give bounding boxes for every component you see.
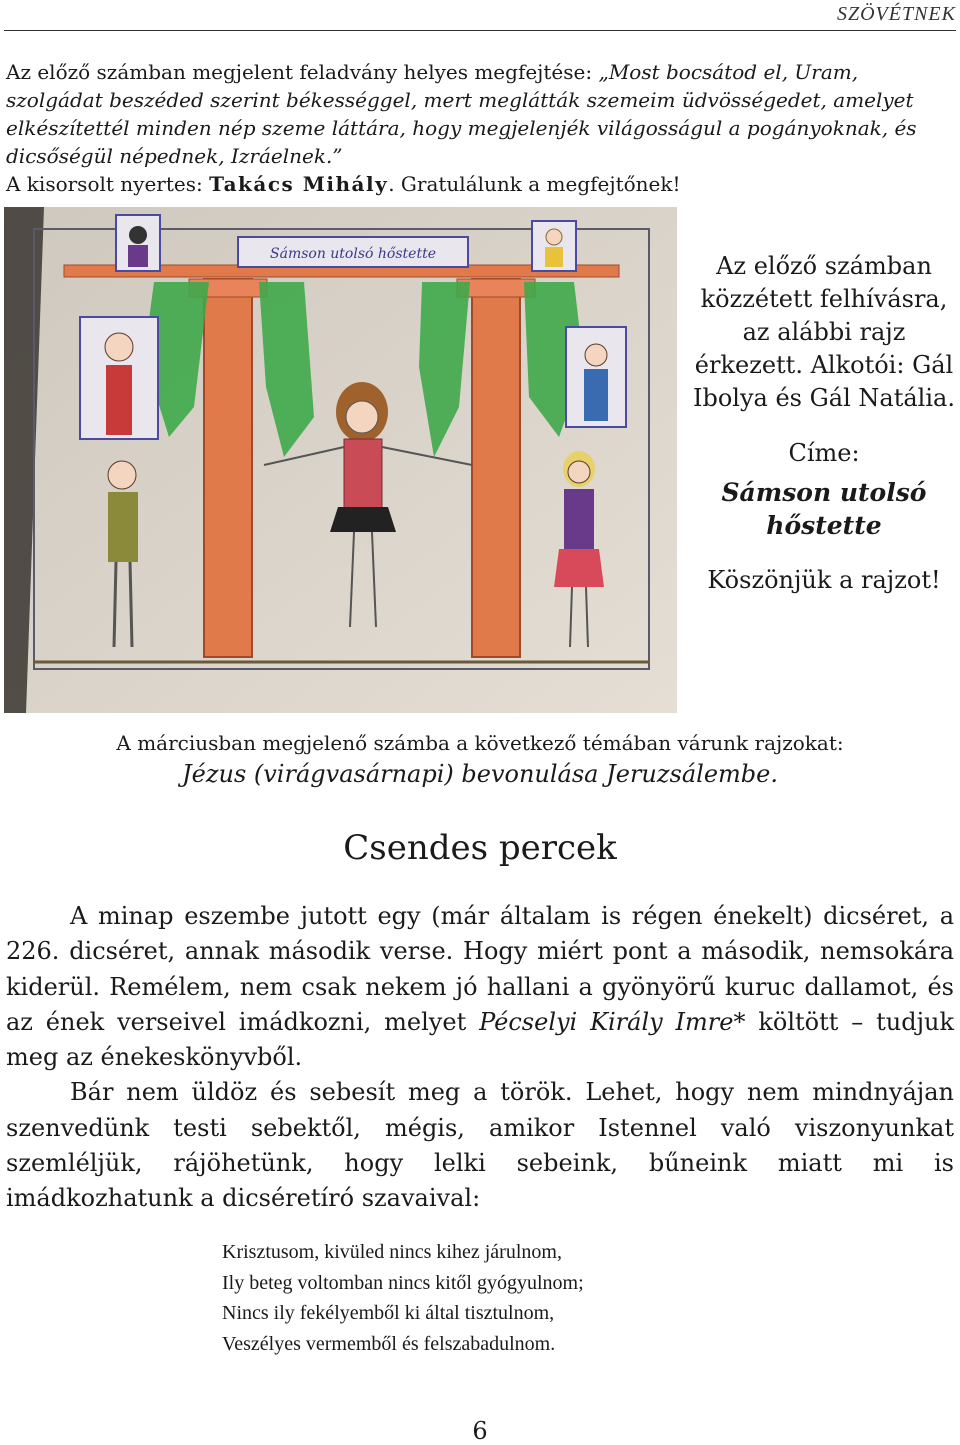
previous-solution bbox=[6, 58, 956, 198]
drawing-title: Sámson utolsó hőstette bbox=[721, 478, 927, 540]
p1-text-b: * költött – tudjuk meg az énekeskönyvből. bbox=[6, 1007, 955, 1072]
portrait-mid-right bbox=[566, 327, 626, 427]
p1-text-a: A minap eszembe jutott egy (már általam is régen énekelt) dicséret, a 226. dicséret, annak második verse. Hogy miért pont a második, nemsokára kiderül. Remélem, nem csak nekem jó hallani a gyönyörű kuruc dallamot, és az ének verseivel imádkozni, melyet bbox=[6, 902, 954, 1036]
poem-line: Nincs ily fekélyemből ki által tisztulnom, bbox=[222, 1302, 555, 1324]
call-for-drawings: A márciusban megjelenő számba a következő témában várunk rajzokat: bbox=[116, 731, 844, 755]
paragraph-1 bbox=[6, 899, 954, 1075]
portrait-top-right bbox=[532, 221, 576, 271]
solution-quote: „Most bocsátod el, Uram, szolgádat beszéded szerint békességgel, mert meglátták szemeim üdvösségedet, amelyet elkészítettél minden nép szeme láttára, hogy megjelenjék világosságul a pogányoknak, és dicsőségül népednek, Izráelnek.” bbox=[6, 60, 917, 168]
banner-text: Sámson utolsó hőstette bbox=[270, 246, 436, 262]
paragraph-2: Bár nem üldöz és sebesít meg a török. Lehet, hogy nem mindnyájan szenvedünk testi sebektől, mégis, amikor Istennel való viszonyunkat szemléljük, rájöhetünk, hogy lelki sebeink, bűneink miatt mi is imádkozhatunk a dicséretíró szavaival: bbox=[6, 1078, 954, 1213]
next-theme: Jézus (virágvasárnapi) bevonulása Jeruzsálembe. bbox=[182, 760, 778, 788]
poem-line: Krisztusom, kivüled nincs kihez járulnom, bbox=[222, 1241, 562, 1263]
poem-line: Veszélyes vermemből és felszabadulnom. bbox=[222, 1332, 556, 1355]
left-pillar bbox=[204, 279, 252, 657]
article-body bbox=[6, 899, 954, 1217]
running-header: SZÖVÉTNEK bbox=[836, 3, 956, 25]
thanks-text: Köszönjük a rajzot! bbox=[707, 566, 941, 594]
poem-verse bbox=[222, 1237, 584, 1359]
page-number: 6 bbox=[472, 1417, 488, 1445]
caption-text: Az előző számban közzétett felhívásra, az alábbi rajz érkezett. Alkotói: Gál Ibolya és Gál Natália. bbox=[693, 252, 955, 412]
portrait-mid-left bbox=[80, 317, 158, 439]
p1-author: Pécselyi Király Imre bbox=[479, 1007, 734, 1036]
right-pillar bbox=[472, 279, 520, 657]
portrait-top-left bbox=[116, 215, 160, 271]
winner-name: Takács Mihály bbox=[209, 172, 389, 196]
header-rule bbox=[4, 30, 956, 31]
children-drawing bbox=[4, 207, 677, 713]
title-label: Címe: bbox=[788, 439, 860, 467]
winner-suffix: . Gratulálunk a megfejtőnek! bbox=[388, 172, 681, 196]
poem-line: Ily beteg voltomban nincs kitől gyógyulnom; bbox=[222, 1271, 584, 1294]
section-title: Csendes percek bbox=[343, 828, 617, 868]
winner-prefix: A kisorsolt nyertes: bbox=[6, 172, 210, 196]
solution-intro: Az előző számban megjelent feladvány helyes megfejtése: bbox=[6, 60, 599, 84]
drawing-caption bbox=[690, 250, 958, 597]
